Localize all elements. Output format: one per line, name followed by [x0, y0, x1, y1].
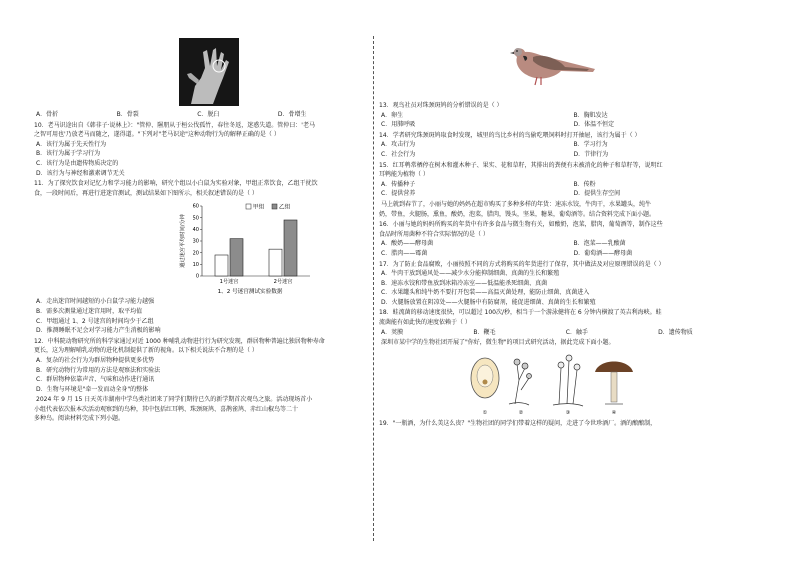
- q18-stem-line-1: 18．蛙流菌的移动速度很快，可以超过 100次/秒，相当于一个游泳健将在 6 分钟内横渡了英吉利海峡。蛙: [379, 309, 662, 317]
- q9-option-b: B．骨裂: [116, 111, 139, 118]
- q16-option-d: D．葡萄酒——酵母菌: [573, 249, 633, 257]
- micro-label-4: ④: [611, 409, 617, 416]
- club-line: 深圳市某中学的生物社团开展了"你好，微生物"的项目式研究活动，据此完成下面小题。: [381, 339, 615, 347]
- q13-option-d: D．体温不恒定: [573, 121, 615, 129]
- reading-line-2: 小组代表依次报本次活动观察到的鸟种，其中包括红耳鹎、珠颈斑鸠、喜鹊雀鸠、赤红山椒鸟等二十: [34, 405, 299, 413]
- microbe-figure: [379, 350, 764, 418]
- q9-option-d: D．骨增生: [277, 111, 307, 118]
- q10-option-c: C．该行为是由遗传物质决定的: [36, 159, 119, 167]
- q15-option-b: B．传粉: [573, 180, 596, 188]
- q11-option-d: D．推测睡眠不足会对学习能力产生消极的影响: [36, 327, 161, 335]
- q14-option-b: B．学习行为: [573, 141, 608, 149]
- q14-stem: 14．学者研究珠颈斑鸠取食时发现，城里的鸟比乡村的鸟偷吃喂饲料时打开抽屉，该行为属于（ ）: [379, 131, 641, 139]
- q13-stem: 13．观鸟社员对珠颈斑鸠的分析错误的是（ ）: [379, 102, 503, 109]
- fungus-hyphae-drawing: [553, 355, 583, 406]
- q16-stem-line-1: 16．小丽与她的妈妈所购买的年货中有许多食品与微生物有关，如酸奶，泡菜，腊肉，葡萄酒等，制作这些: [379, 221, 663, 229]
- q14-options-row-1: [379, 140, 764, 150]
- reading-line-1: 2024 年 9 月 15 日天英市湖南中学鸟类社团来了同学们期待已久的新学期首次观鸟之旅。活动现场首小: [36, 396, 313, 404]
- q12-option-c: C．群居物种依靠声音、气味和动作进行通讯: [36, 376, 155, 384]
- q18-option-a: A．荚膜: [381, 328, 404, 336]
- q16-stem-line-2: 食品时所用菌种不符合实际情况的是（ ）: [379, 230, 489, 238]
- q18-stem-line-2: 流菌能有如此快的速度依赖于（ ）: [379, 319, 471, 327]
- micro-label-2: ②: [518, 409, 524, 416]
- q14-option-c: C．社会行为: [381, 150, 416, 158]
- chart-caption: 1、2 号迷宫测试实验数据: [217, 289, 283, 296]
- q15-option-a: A．传播种子: [381, 180, 416, 188]
- q11-option-b: B．需多次测量通过迷宫用时，取平均值: [36, 307, 143, 315]
- mold-drawing: [509, 359, 532, 405]
- q11-option-a: A．走出迷宫时间越短的小白鼠学习能力越强: [36, 298, 155, 306]
- q15-option-c: C．提供营养: [381, 190, 416, 198]
- q17-option-b: B．速冻水饺和带鱼放到冰箱冷冻室——低温能杀死细菌、真菌: [381, 279, 548, 287]
- bar-yi-1: [230, 239, 243, 276]
- y-tick-label-3: 30: [192, 239, 199, 246]
- x-tick-label-0: 1号迷宫: [219, 279, 239, 286]
- legend-label-0: 甲组: [253, 204, 265, 211]
- q12-option-d: D．生物与环境是"牵一发而动全身"的整体: [36, 385, 149, 393]
- q9-options: [34, 110, 370, 120]
- y-tick-label-5: 50: [192, 215, 199, 222]
- q11-stem-line-1: 11．为了探究饮食对记忆力和学习能力的影响，研究个组以小白鼠为实验对象，甲组正常饮食，乙组干扰饮: [34, 180, 318, 188]
- q14-option-a: A．攻击行为: [381, 141, 416, 149]
- q13-options-row-2: [379, 120, 764, 130]
- q13-options-row-1: [379, 111, 764, 121]
- y-tick-label-0: 0: [195, 274, 199, 281]
- q16-option-a: A．酸奶——酵母菌: [381, 240, 434, 248]
- q19-stem: 19．"一瓶酒，为什么美这么贵？"生物社团的同学们带着这样的疑问，走进了今世珍酒厂。酒的酿酿制，: [379, 419, 657, 427]
- x-tick-label-1: 2号迷宫: [273, 279, 293, 286]
- q13-option-b: B．胸肌发达: [573, 111, 608, 119]
- intro16-line-2: 奶，带鱼，火腿肠，熏鱼，酸奶，泡菜，腊肉，馒头，坚果，糖果，葡萄酒等。结合资料完成下面小题。: [379, 210, 656, 218]
- reading-line-3: 多种鸟。阅读材料完成下列小题。: [34, 415, 125, 423]
- q10-option-b: B．该行为属于学习行为: [36, 150, 101, 158]
- mushroom-drawing: [595, 361, 633, 404]
- q17-option-d: D．火腿肠放置在阴凉处——火腿肠中有防腐剂，能促进细菌、真菌的生长和繁殖: [381, 298, 596, 306]
- q12-option-b: B．研究动物行为常用的方法是观察法和实验法: [36, 366, 161, 374]
- q16-options-row-1: [379, 239, 764, 249]
- spotted-dove-image: [503, 39, 603, 89]
- q15-options-row-1: [379, 180, 764, 190]
- yeast-cell-drawing: [471, 358, 499, 398]
- q9-option-a: A．骨折: [36, 111, 59, 118]
- q15-option-d: D．提供生存空间: [573, 190, 621, 198]
- q10-option-a: A．该行为属于先天性行为: [36, 140, 107, 148]
- q11-option-c: C．甲组通过 1、2 号迷宫的时间均少于乙组: [36, 317, 154, 325]
- q17-option-c: C．水果罐头和纯牛奶不要打开包装——高温灭菌处理，能防止细菌、真菌进入: [381, 289, 590, 297]
- q15-options-row-2: [379, 189, 764, 199]
- q12-stem-line-1: 12．中科院动物研究所的科学家通过对近 1000 种哺乳动物进行行为研究发现，群居物种普遍比独居物种寿命: [34, 337, 325, 345]
- q17-option-a: A．牛肉干放到通风处——减少水分能抑制细菌、真菌的生长和繁殖: [381, 270, 560, 278]
- q18-option-d: D．遗传物质: [658, 328, 693, 336]
- q16-options-row-2: [379, 249, 764, 259]
- legend-swatch-0: [246, 204, 251, 209]
- bar-jia-1: [215, 255, 228, 276]
- y-tick-label-1: 10: [192, 262, 199, 269]
- left-column: [34, 34, 370, 424]
- bar-yi-2: [284, 220, 297, 276]
- legend-swatch-1: [272, 204, 277, 209]
- q14-options-row-2: [379, 150, 764, 160]
- right-column: [379, 34, 764, 428]
- q18-options: [379, 328, 764, 338]
- q18-option-c: C．触手: [565, 328, 588, 336]
- q13-option-c: C．用肺呼吸: [381, 121, 416, 129]
- q12-option-a: A．复杂的社会行为为群居物种提供更多优势: [36, 356, 155, 364]
- legend-label-1: 乙组: [279, 204, 291, 211]
- maze-chart: [34, 200, 370, 296]
- q14-option-d: D．节律行为: [573, 150, 609, 158]
- y-axis-label: 通过迷宫平均时间/分钟: [180, 214, 186, 269]
- q11-stem-line-2: 食，一段时间后，再进行进迷宫测试，测试结果如下图所示，相关叙述错误的是（ ）: [34, 189, 258, 197]
- q15-stem-line-1: 15．红耳鹎常栖停在树木和灌木种子、果实、花和草籽，其排出的粪便有未被消化的种子和草籽等，说明红: [379, 161, 663, 169]
- q10-stem-line-2: 之智可用也'乃放老马而随之，遂得道。"下列对"老马识途"这种动物行为的解释正确的是（ ）: [34, 131, 280, 139]
- q13-option-a: A．卵生: [381, 111, 404, 119]
- q16-option-c: C．腊肉——霉菌: [381, 249, 428, 257]
- q16-option-b: B．泡菜——乳酸菌: [573, 240, 626, 248]
- intro16-line-1: 马上就到春节了，小丽与她的妈妈在超市购买了多种多样的年货：速冻水饺，牛肉干，水果罐头，纯牛: [381, 200, 652, 208]
- q12-stem-line-2: 更长，这为理解哺乳动物的进化机制提供了新的视角。以下相关说法不合理的是（ ）: [34, 347, 258, 355]
- bar-jia-2: [269, 250, 282, 277]
- bird-figure-area: [379, 34, 764, 100]
- maze-chart-svg: [34, 200, 370, 296]
- q9-option-c: C．脱臼: [197, 111, 220, 118]
- micro-label-3: ③: [565, 409, 571, 416]
- q17-stem: 17．为了防止食品腐败，小丽按照不同的方式将购买的年货进行了保存，其中做法及对应原理错误的是（ ）: [379, 260, 665, 268]
- q15-stem-line-2: 耳鹎能为植物（ ）: [379, 171, 429, 179]
- microbe-svg: [379, 350, 764, 418]
- y-tick-label-6: 60: [192, 204, 199, 211]
- micro-label-1: ①: [482, 409, 488, 416]
- xray-figure-area: [34, 34, 370, 110]
- y-tick-label-4: 40: [192, 227, 199, 234]
- q10-stem-line-1: 10．老马识途出自《韩非子·说林上》："管仲、隰朋从于桓公伐孤竹，春往冬返，迷惑失道。管仲曰：'老马: [34, 121, 315, 129]
- q10-option-d: D．该行为与神经和激素调节无关: [36, 169, 125, 177]
- q18-option-b: B．鞭毛: [473, 328, 496, 336]
- hand-xray-image: [179, 38, 239, 106]
- y-tick-label-2: 20: [192, 250, 199, 257]
- column-divider: [373, 36, 374, 541]
